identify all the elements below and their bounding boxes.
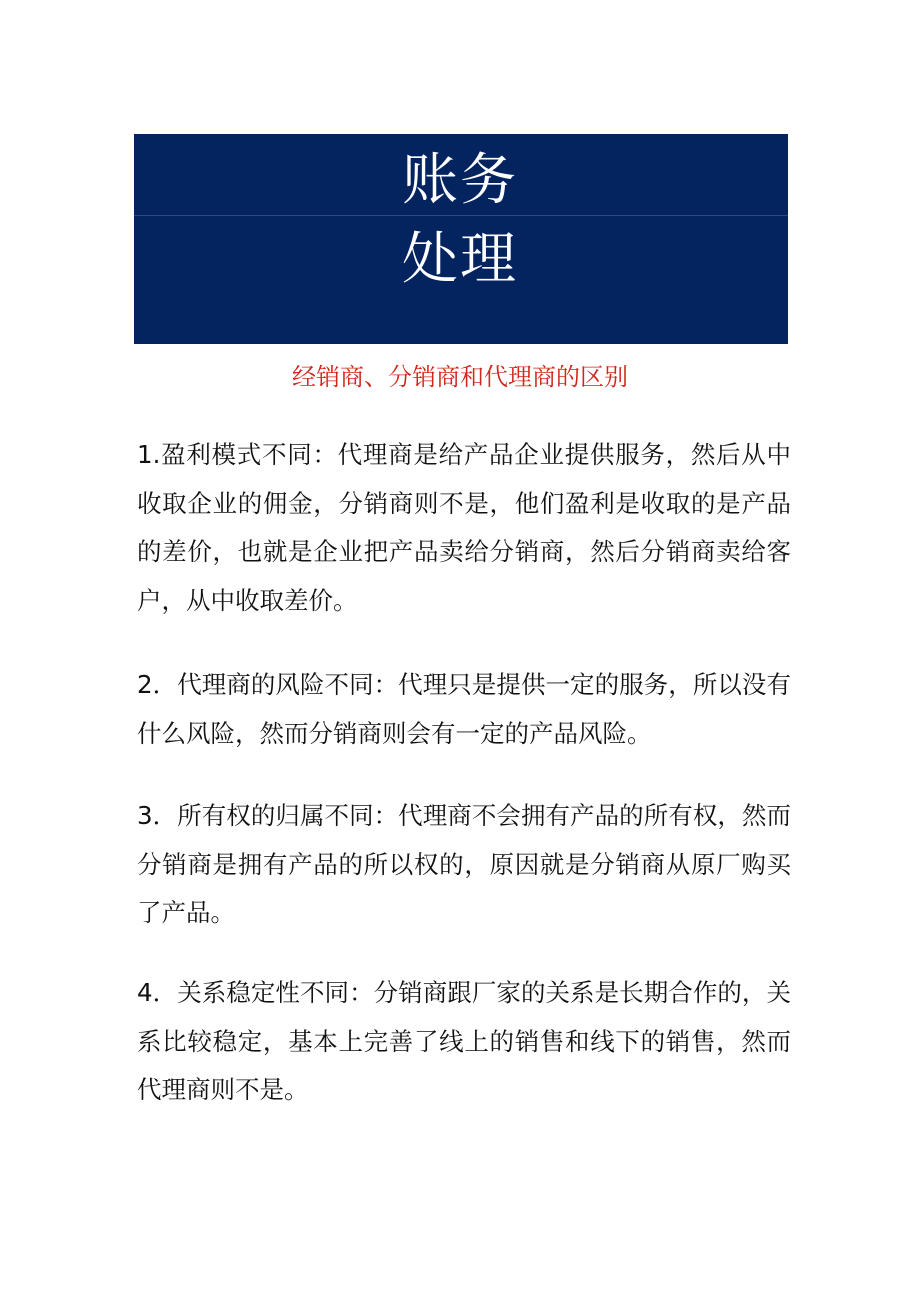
paragraph-ownership: 3．所有权的归属不同：代理商不会拥有产品的所有权，然而分销商是拥有产品的所以权的，原因就是分销商从原厂购买了产品。: [137, 801, 791, 927]
paragraph-risk: 2．代理商的风险不同：代理只是提供一定的服务，所以没有什么风险，然而分销商则会有一定的产品风险。: [137, 670, 791, 748]
banner-divider: [134, 215, 788, 216]
paragraph-relationship-stability: 4．关系稳定性不同：分销商跟厂家的关系是长期合作的，关系比较稳定，基本上完善了线上的销售和线下的销售，然而代理商则不是。: [137, 978, 791, 1104]
banner-title-line-2: 处理: [402, 227, 518, 292]
banner-title-line-1: 账务: [402, 148, 518, 213]
document-subtitle: 经销商、分销商和代理商的区别: [292, 363, 628, 391]
paragraph-profit-model: 1.盈利模式不同：代理商是给产品企业提供服务，然后从中收取企业的佣金，分销商则不是，他们盈利是收取的是产品的差价，也就是企业把产品卖给分销商，然后分销商卖给客户，从中收取差价。: [137, 440, 791, 615]
